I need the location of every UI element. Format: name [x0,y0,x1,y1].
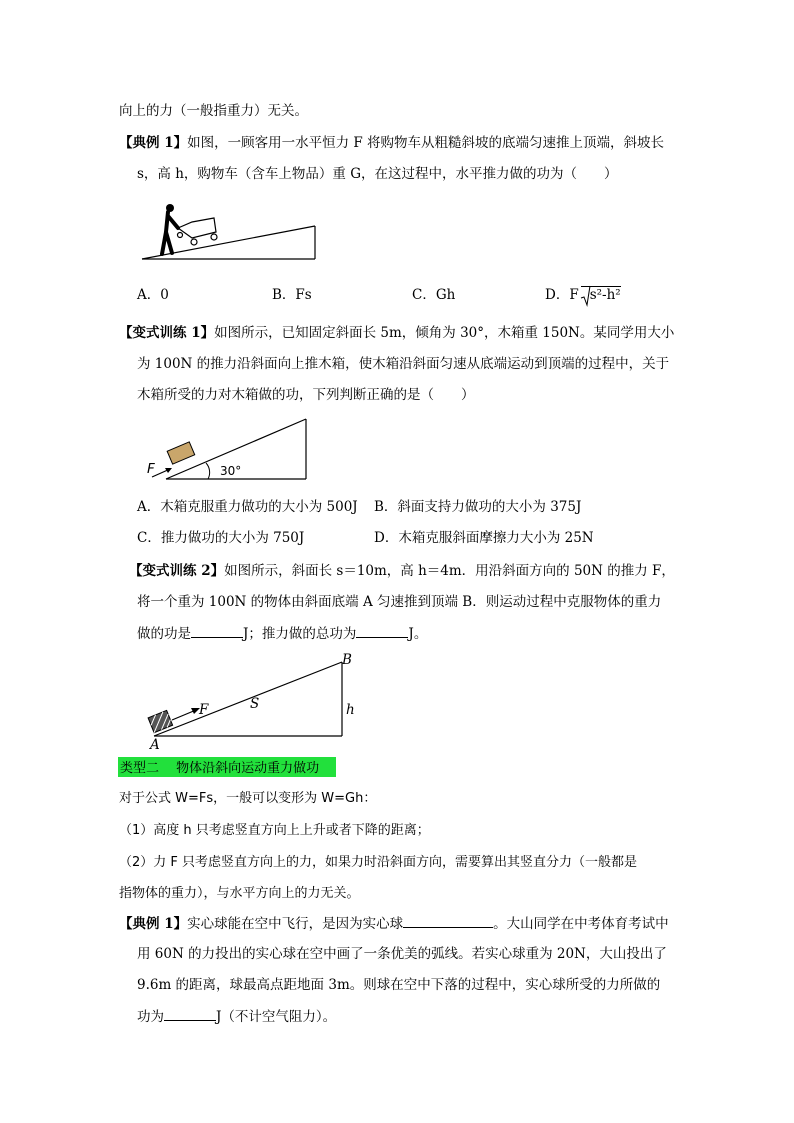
variant-1-option-c: C．推力做功的大小为 750J [137,530,305,546]
option-d: D．F s²-h² [545,287,621,303]
variant-2-line-1: 【变式训练 2】如图所示，斜面长 s＝10m，高 h＝4m．用沿斜面方向的 50N 的推力 F， [129,563,675,579]
example-2-line-1: 【典例 1】实心球能在空中飞行，是因为实心球 。大山同学在中考体育考试中 [119,913,669,934]
variant-1-line-1: 【变式训练 1】如图所示，已知固定斜面长 5m，倾角为 30°，木箱重 150N。某同学用大小 [119,325,675,341]
section-heading: 类型二 物体沿斜向运动重力做功 [118,757,336,777]
slope-length-label: S [250,696,260,712]
example-tag: 【典例 1】 [119,916,188,932]
variant-1-line-2: 为 100N 的推力沿斜面向上推木箱，使木箱沿斜面匀速从底端运动到顶端的过程中，关于 [137,356,670,372]
option-a: A．0 [137,287,169,303]
variant-tag: 【变式训练 2】 [129,563,225,579]
sqrt-expression: s²-h² [581,286,621,303]
variant-1-line-3: 木箱所受的力对木箱做的功，下列判断正确的是（ ） [137,387,475,403]
force-label: F [147,461,155,477]
point-1: （1）高度 h 只考虑竖直方向上上升或者下降的距离； [119,823,430,838]
formula-line: 对于公式 W=Fs，一般可以变形为 W=Gh： [119,791,377,806]
answer-blank[interactable] [191,623,243,638]
example-1-line-1: 【典例 1】如图，一顾客用一水平恒力 F 将购物车从粗糙斜坡的底端匀速推上顶端，斜坡长 [119,135,665,151]
option-b: B．Fs [272,287,312,303]
height-label: h [346,702,355,718]
example-2-line-3: 9.6m 的距离，球最高点距地面 3m。则球在空中下落的过程中，实心球所受的力所做的 [137,977,661,993]
variant-tag: 【变式训练 1】 [119,325,215,341]
paragraph-line: 向上的力（一般指重力）无关。 [119,103,308,119]
angle-label: 30° [220,464,242,478]
answer-blank[interactable] [403,913,493,928]
variant-2-line-2: 将一个重为 100N 的物体由斜面底端 A 匀速推到顶端 B．则运动过程中克服物体的重力 [137,594,662,610]
force-label: F [199,702,209,718]
example-tag: 【典例 1】 [119,135,188,151]
point-2-line-2: 指物体的重力），与水平方向上的力无关。 [119,886,360,901]
variant-1-option-a: A．木箱克服重力做功的大小为 500J [137,499,358,515]
variant-2-line-3: 做的功是 J；推力做的总功为 J。 [137,623,427,644]
point-a-label: A [150,737,160,753]
variant-1-option-b: B．斜面支持力做功的大小为 375J [374,499,582,515]
shopping-cart-slope-figure [140,198,320,262]
example-2-line-4: 功为 J（不计空气阻力）。 [137,1006,336,1027]
answer-blank[interactable] [356,623,408,638]
example-2-line-2: 用 60N 的力投出的实心球在空中画了一条优美的弧线。若实心球重为 20N，大山投出了 [137,946,667,962]
example-1-line-2: s，高 h，购物车（含车上物品）重 G，在这过程中，水平推力做的功为（ ） [137,166,618,182]
point-b-label: B [342,652,352,668]
answer-blank[interactable] [164,1006,216,1021]
variant-1-option-d: D．木箱克服斜面摩擦力大小为 25N [374,530,594,546]
point-2-line-1: （2）力 F 只考虑竖直方向上的力，如果力时沿斜面方向，需要算出其竖直分力（一般都是 [119,855,638,870]
option-c: C．Gh [412,287,456,303]
